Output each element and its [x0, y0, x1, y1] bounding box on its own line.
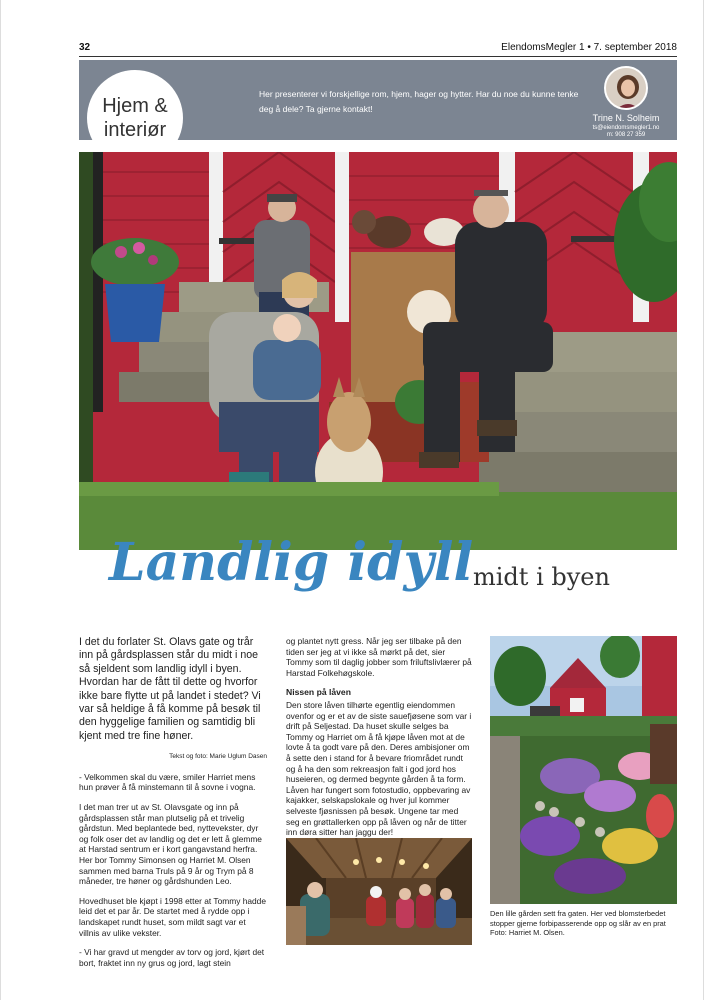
page-header [79, 42, 677, 56]
author-name: Trine N. Solheim [592, 113, 660, 123]
photo-caption: Den lille gården sett fra gaten. Her ved blomsterbedet stopper gjerne forbipasserende opp og slår av en prat Foto: Harriet M. Olsen. [490, 909, 666, 938]
article-subheading: Nissen på låven [286, 687, 351, 698]
article-paragraph: Den store låven tilhørte egentlig eiendommen ovenfor og er et av de siste sauefjøsene som var i drift på Seljestad. Da huset skulle selges ba Tommy og Harriet om å få kjøpe låven mot at de lovte å ta godt vare på den. Deres ambisjoner om å sette den i stand for å bevare friområdet rundt og å ha den som rekreasjon falt i god jord hos huseieren, og dermed begynte gården å ta form. Låven har fungert som fotostudio, oppbevaring av kajakker, selskapslokale og hver jul kommer selveste fjøsnissen på besøk. Ungene tar med seg en grøttallerken opp på låven og når de titter inn døra sitter han jaggu der! [286, 699, 472, 838]
article-title-rest: midt i byen [473, 563, 610, 591]
hero-photo-family-barn [79, 152, 677, 550]
author-contact [571, 125, 681, 139]
article-paragraph: og plantet nytt gress. Når jeg ser tilbake på den tiden ser jeg at vi ikke så mørkt på det, sier Tommy som til daglig jobber som friluftslivlærer på Harstad Folkehøgskole. [286, 636, 472, 678]
article-lead: I det du forlater St. Olavs gate og trår inn på gårdsplassen står du midt i noe så sjeldent som landlig idyll i byen. Hvordan har de fått til dette og hvorfor ikke bare flytte ut på landet i stedet? Vi var så heldige å få komme på besøk til den hyggelige familien og samtidig bli kjent med tre fine høner. [79, 636, 261, 742]
article-column-1 [79, 636, 267, 977]
section-intro: Her presenterer vi forskjellige rom, hjem, hager og hytter. Har du noe du kunne tenke deg å dele? Ta gjerne kontakt! [259, 89, 579, 114]
article-paragraph: Hovedhuset ble kjøpt i 1998 etter at Tommy hadde leid det et par år. De startet med å rydde opp i landskapet rundt huset, som mildt sagt var et villnis av ulike vekster. [79, 895, 266, 938]
author-avatar [604, 66, 648, 110]
section-label-line2: interiør [103, 119, 167, 141]
author-phone: m: 908 27 359 [606, 132, 646, 138]
article-credit: Tekst og foto: Marie Uglum Dasen [169, 753, 267, 761]
article-title-script: Landlig idyll [109, 532, 474, 593]
photo-barn-interior [286, 838, 472, 945]
article-paragraph: - Vi har gravd ut mengder av torv og jord, kjørt det bort, fraktet inn ny grus og jord, lagt stein [79, 947, 265, 968]
article-paragraph: I det man trer ut av St. Olavsgate og inn på gårdsplassen står man plutselig på et trivelig gårdstun. Med beplantede bed, nyttevekster, dyr og folk oser det av landlig og det er lett å glemme at Harstad sentrum er i kort gangavstand herfra. Her bor Tommy Simonsen og Harriet M. Olsen sammen med barna Truls på 9 år og Trym på 8 måneder, tre høner og gårdshunden Leo. [79, 802, 262, 887]
publication-line: ElendomsMegler 1 • 7. september 2018 [501, 42, 677, 53]
header-rule [79, 56, 677, 57]
photo-garden-street [490, 636, 677, 904]
page-number: 32 [79, 42, 91, 53]
author-email: ts@eiendomsmegler1.no [592, 125, 660, 131]
article-column-2 [286, 636, 474, 847]
article-paragraph: - Velkommen skal du være, smiler Harriet mens hun prøver å få minstemann til å sovne i vogna. [79, 771, 256, 793]
section-label-line1: Hjem & [102, 95, 168, 117]
